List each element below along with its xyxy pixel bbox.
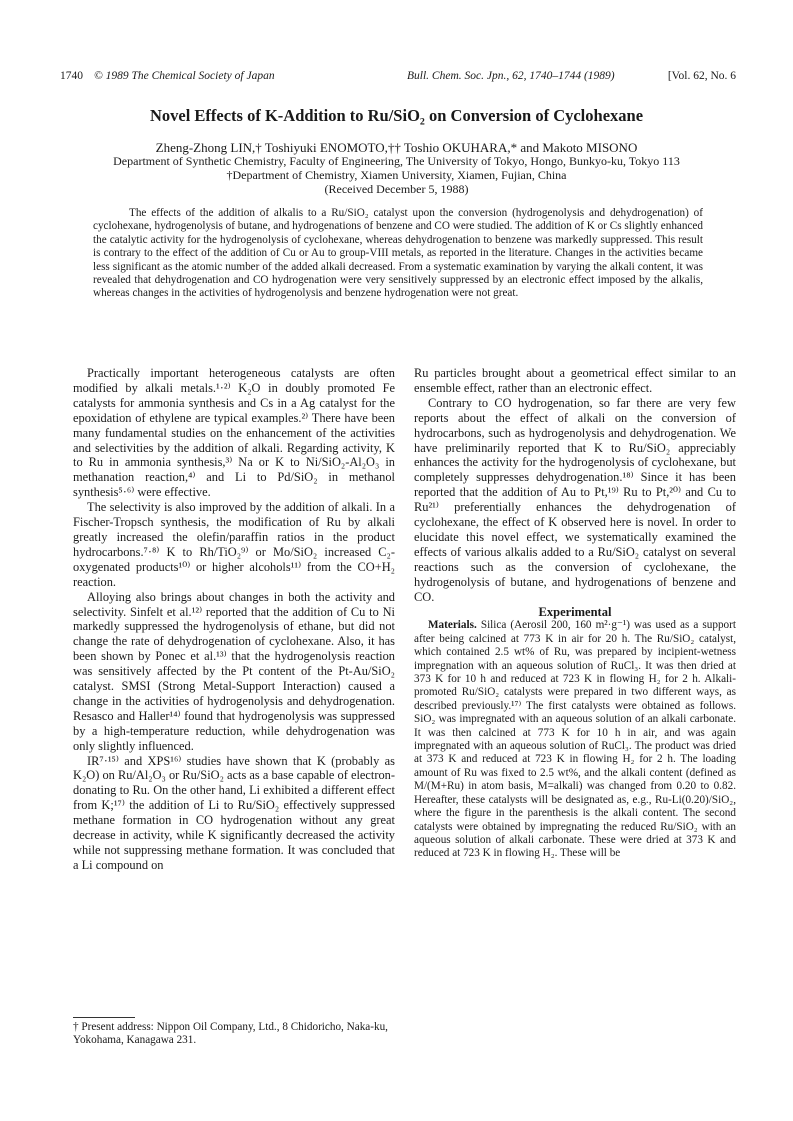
body-paragraph: Ru particles brought about a geometrical effect similar to an ensemble effect, rather than an electronic effect. <box>414 366 736 395</box>
body-paragraph: Contrary to CO hydrogenation, so far there are very few reports about the effect of alkali on the conversion of hydrocarbons, such as hydrogenolysis and dehydrogenation. We have preliminarily reported that K to Ru/SiO₂ appreciably enhances the activity for the hydrogenolysis of cyclohexane, but completely suppresses dehydrogenation.¹⁸⁾ Since it has been reported that the addition of Au to Pt,¹⁹⁾ Ru to Pt,²⁰⁾ and Cu to Ru²¹⁾ preferentially enhances the dehydrogenation of cyclohexane, the effect of K observed here is novel. In order to elucidate this novel effect, we systematically examined the effects of various alkalis added to a Ru/SiO₂ catalyst on several reactions such as the conversion of cyclohexane, the hydrogenolysis of butane, and hydrogenations of benzene and CO. <box>414 395 736 604</box>
body-paragraph: IR⁷·¹⁵⁾ and XPS¹⁶⁾ studies have shown that K (probably as K₂O) on Ru/Al₂O₃ or Ru/SiO₂ acts as a base capable of electron-donating to Ru. On the other hand, Li exhibited a different effect from K;¹⁷⁾ the addition of Li to Ru/SiO₂ effectively suppressed methane formation in CO hydrogenation without any great decrease in activity, while K significantly decreased the activity while not suppressing methane formation. It was concluded that a Li compound on <box>73 753 395 872</box>
right-column <box>414 366 736 861</box>
affiliation-primary: Department of Synthetic Chemistry, Faculty of Engineering, The University of Tokyo, Hongo, Bunkyo-ku, Tokyo 113 <box>113 154 680 168</box>
running-head <box>60 70 736 86</box>
materials-paragraph <box>414 619 736 860</box>
page-number: 1740 <box>60 70 83 82</box>
copyright-notice: © 1989 The Chemical Society of Japan <box>94 70 275 82</box>
materials-text: Silica (Aerosil 200, 160 m²·g⁻¹) was used as a support after being calcined at 773 K in air for 20 h. The Ru/SiO₂ catalyst, which contained 2.5 wt% of Ru, was prepared by incipient-wetness impregnation with an aqueous solution of RuCl₃. It was then dried at 373 K for 10 h and reduced at 723 K in flowing H₂ for 2 h. Alkali-promoted Ru/SiO₂ catalysts were prepared in two different ways, as described previously.¹⁷⁾ The first catalysts were obtained as follows. SiO₂ was impregnated with an aqueous solution of an alkali carbonate. It was then calcined at 773 K for 10 h in air, and was again impregnated with an aqueous solution of RuCl₃. The product was dried at 373 K and reduced at 723 K in flowing H₂ for 2 h. The loading amount of Ru was fixed to 2.5 wt%, and the alkali content (defined as M/(M+Ru) in atom basis, M=alkali) was changed from 0.20 to 0.82. Hereafter, these catalysts will be designated as, e.g., Ru-Li(0.20)/SiO₂, where the figure in the parenthesis is the alkali content. The second catalysts were obtained by impregnating the reduced Ru/SiO₂ with an aqueous solution of alkali carbonate. These were dried at 373 K and reduced at 723 K in flowing H₂. These will be <box>414 619 736 860</box>
materials-label: Materials. <box>428 619 477 632</box>
affiliation-secondary: †Department of Chemistry, Xiamen University, Xiamen, Fujian, China <box>226 168 567 182</box>
body-paragraph: The selectivity is also improved by the addition of alkali. In a Fischer-Tropsch synthesis, the modification of Ru by alkali greatly increased the olefin/paraffin ratios in the product hydrocarbons.⁷·⁸⁾ K to Rh/TiO₂⁹⁾ or Mo/SiO₂ increased C₂-oxygenated products¹⁰⁾ or higher alcohols¹¹⁾ from the CO+H₂ reaction. <box>73 500 395 589</box>
volume-issue: [Vol. 62, No. 6 <box>667 70 736 82</box>
body-paragraph: Practically important heterogeneous catalysts are often modified by alkali metals.¹·²⁾ K₂O in doubly promoted Fe catalysts for ammonia synthesis and Cs in a Ag catalyst for the epoxidation of ethylene are typical examples.²⁾ There have been many fundamental studies on the enhancement of the activities and selectivities by the addition of alkali. Regarding activity, K to Ru in ammonia synthesis,³⁾ Na or K to Ni/SiO₂-Al₂O₃ in methanation reaction,⁴⁾ and Li to Pd/SiO₂ in methanol synthesis⁵·⁶⁾ were effective. <box>73 366 395 500</box>
article-title: Novel Effects of K-Addition to Ru/SiO₂ on Conversion of Cyclohexane <box>149 106 644 125</box>
author-list: Zheng-Zhong LIN,† Toshiyuki ENOMOTO,†† Toshio OKUHARA,* and Makoto MISONO <box>155 140 638 155</box>
left-column <box>73 366 395 873</box>
footnote: † Present address: Nippon Oil Company, Ltd., 8 Chidoricho, Naka-ku, Yokohama, Kanagawa 231. <box>73 1021 388 1047</box>
abstract: The effects of the addition of alkalis to a Ru/SiO₂ catalyst upon the conversion (hydrogenolysis and dehydrogenation) of cyclohexane, hydrogenolysis of butane, and hydrogenations of benzene and CO were studied. The addition of K or Cs slightly enhanced the catalytic activity for the hydrogenolysis of cyclohexane, whereas dehydrogenation to benzene was markedly suppressed. This result is contrary to the effect of the addition of Cu or Au to group-VIII metals, as reported in the literature. Changes in the activities became less significant as the atomic number of the added alkali decreased. From a systematic examination by varying the alkali content, it was revealed that dehydrogenation and CO hydrogenation were very sensitively suppressed by an electronic effect imposed by the alkalis, whereas changes in the activities of hydrogenolysis and benzene hydrogenation were not great. <box>93 207 703 300</box>
received-date: (Received December 5, 1988) <box>324 182 469 196</box>
journal-citation: Bull. Chem. Soc. Jpn., 62, 1740–1744 (1989) <box>407 70 615 82</box>
footnote-divider <box>73 1017 135 1018</box>
body-paragraph: Alloying also brings about changes in both the activity and selectivity. Sinfelt et al.¹²⁾ reported that the addition of Cu to Ni markedly suppressed the hydrogenolysis of ethane, but did not change the rate of dehydrogenation of cyclohexane. Also, it has been shown by Ponec et al.¹³⁾ that the hydrogenolysis reaction was sensitively affected by the Pt content of the Pt-Au/SiO₂ catalyst. SMSI (Strong Metal-Support Interaction) caused a change in the activities of hydrogenolysis and dehydrogenation. Resasco and Haller¹⁴⁾ found that hydrogenolysis was suppressed by a high-temperature reduction, while dehydrogenation was only slightly influenced. <box>73 589 395 753</box>
section-heading: Experimental <box>538 604 612 619</box>
